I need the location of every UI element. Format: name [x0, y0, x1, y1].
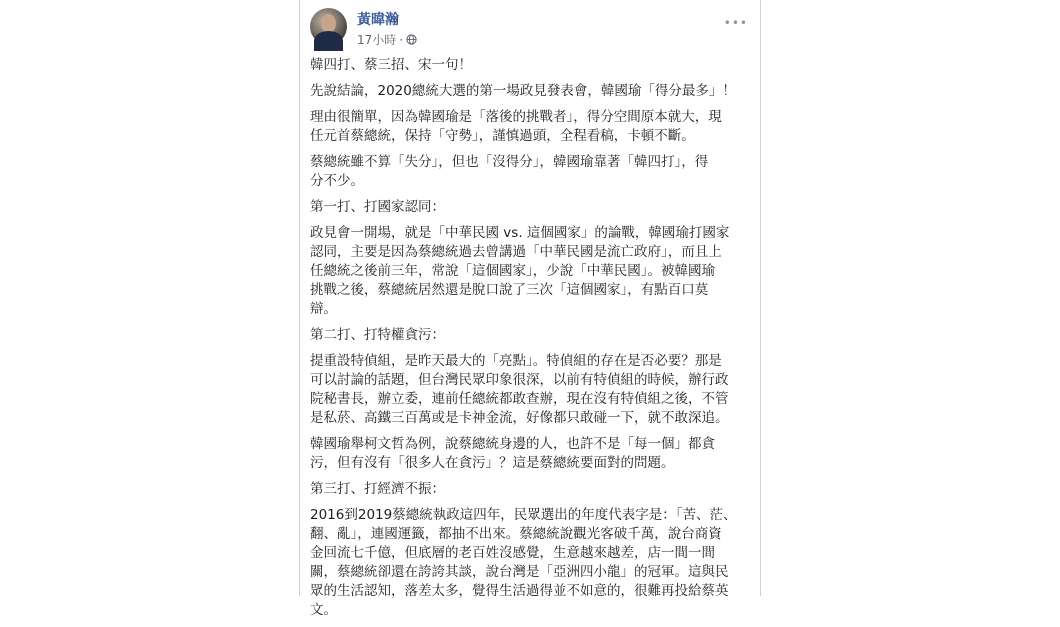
avatar-body — [314, 31, 343, 51]
post-paragraph: 第三打、打經濟不振： — [310, 481, 445, 497]
facebook-post — [299, 0, 761, 618]
post-timestamp[interactable]: 17小時 — [357, 33, 397, 47]
post-paragraph: 政見會一開場，就是「中華民國 vs. 這個國家」的論戰，韓國瑜打國家 認同，主要是因為蔡總統過去曾講過「中華民國是流亡政府」，而且上 任總統之後前三年，常說「這個國家」，少說「中華民國」。被韓國瑜 挑戰之後，蔡總統居然還是脫口說了三次「這個國家」，有點百口莫 辯。 — [310, 225, 730, 317]
post-paragraph: 理由很簡單，因為韓國瑜是「落後的挑戰者」，得分空間原本就大，現 任元首蔡總統，保持「守勢」，謹慎過頭，全程看稿，卡頓不斷。 — [310, 109, 722, 144]
post-paragraph: 蔡總統雖不算「失分」，但也「沒得分」，韓國瑜靠著「韓四打」，得 分不少。 — [310, 154, 709, 189]
avatar[interactable] — [310, 8, 347, 45]
post-paragraph: 第一打、打國家認同： — [310, 199, 445, 215]
author-name[interactable]: 黃暐瀚 — [357, 12, 399, 28]
post-header — [300, 0, 760, 52]
post-paragraph: 第二打、打特權貪污： — [310, 327, 445, 343]
post-paragraph: 提重設特偵組，是昨天最大的「亮點」。特偵組的存在是否必要？那是 可以討論的話題，但台灣民眾印象很深，以前有特偵組的時候，辦行政 院秘書長，辦立委，連前任總統都敢查辦，現在沒有特偵組之後，不管 是私菸、高鐵三百萬或是卡神金流，好像都只敢碰一下，就不敢深追。 — [310, 353, 729, 426]
post-body — [310, 56, 750, 627]
post-paragraph: 韓國瑜舉柯文哲為例，說蔡總統身邊的人，也許不是「每一個」都貪 污，但有沒有「很多人在貪污」？這是蔡總統要面對的問題。 — [310, 436, 715, 471]
meta-separator: · — [399, 32, 404, 47]
post-paragraph: 韓四打、蔡三招、宋一句！ — [310, 57, 472, 73]
post-paragraph: 2016到2019蔡總統執政這四年，民眾選出的年度代表字是：「苦、茫、 翻、亂」，連國運籤，都抽不出來。蔡總統說觀光客破千萬，說台商資 金回流七千億，但底層的老百姓沒感覺，生意越來越差，店一間一間 關，蔡總統卻還在誇誇其談，說台灣是「亞洲四小龍」的冠軍。這與民 眾的生活認知，落差太多，覺得生活過得並不如意的，很難再投給蔡英 文。 — [310, 507, 737, 618]
post-paragraph: 先說結論，2020總統大選的第一場政見發表會，韓國瑜「得分最多」！ — [310, 83, 736, 99]
post-meta — [357, 31, 417, 48]
more-options-icon[interactable]: ••• — [723, 16, 748, 30]
globe-icon[interactable] — [406, 34, 417, 45]
